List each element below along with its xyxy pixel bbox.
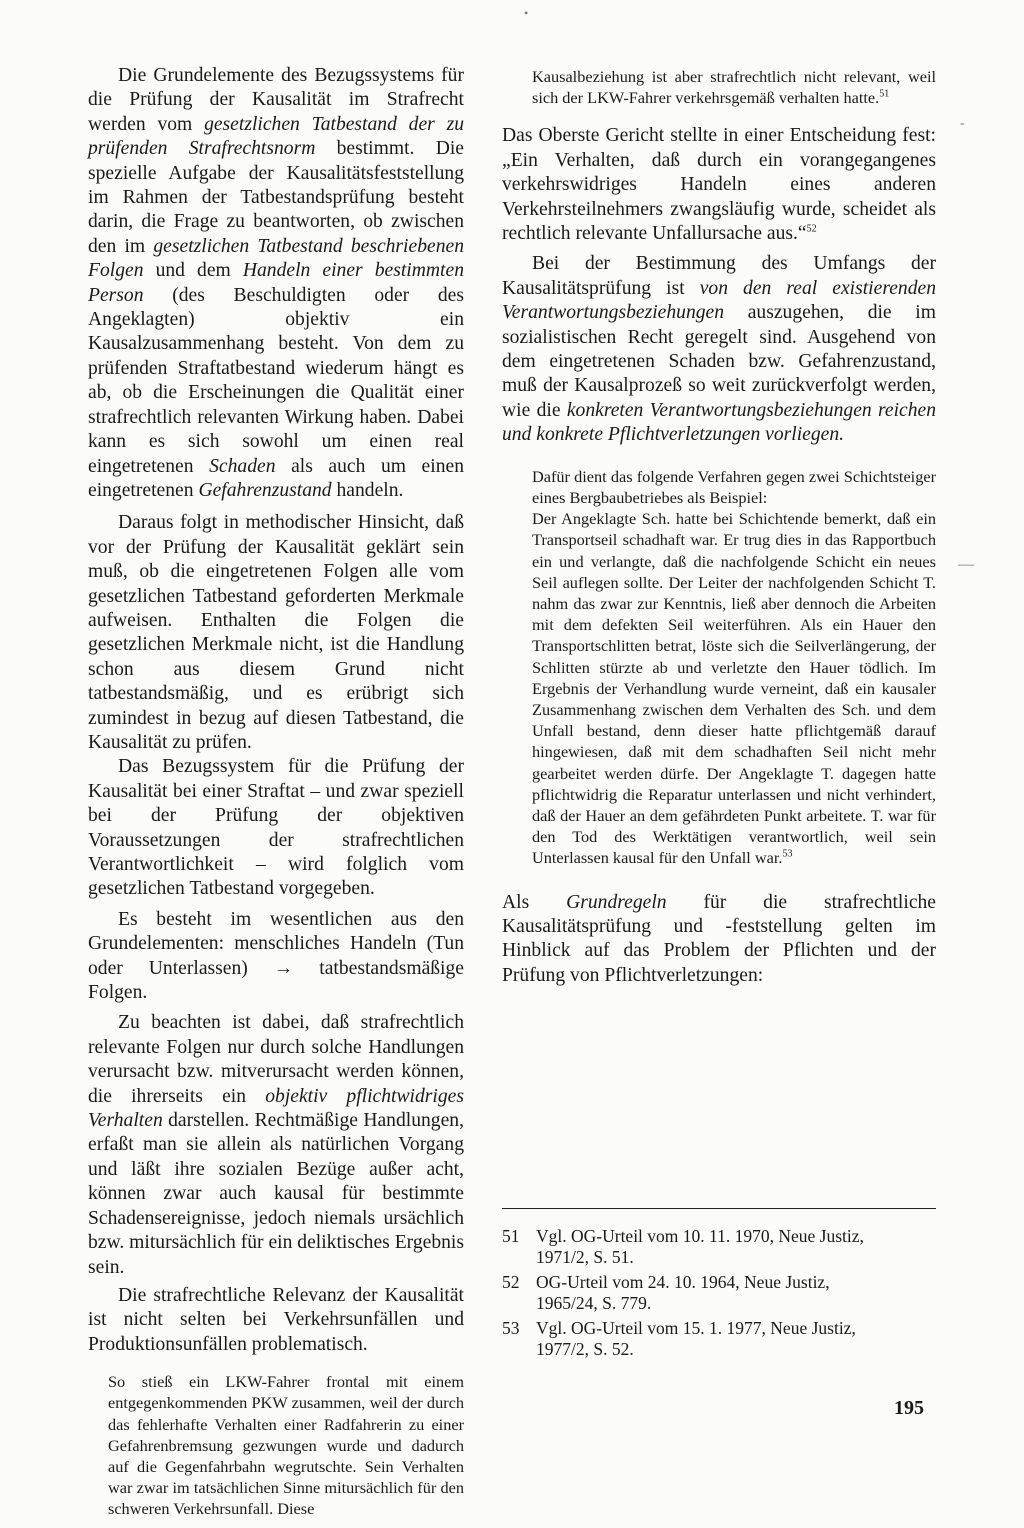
paragraph: Als Grundregeln für die strafrechtliche Kausalitätsprüfung und -feststellung gelten im Hinblick auf das Problem der Pflichten und der Prüfung von Pflichtverletzungen:	[502, 891, 937, 986]
scan-mark-top: •	[524, 6, 529, 20]
footnote-ref: 51	[879, 88, 890, 100]
footnote-ref: 53	[782, 848, 793, 860]
paragraph: Zu beachten ist dabei, daß strafrechtlich relevante Folgen nur durch solche Handlungen verursacht bzw. mitverursacht werden können, die ihrerseits ein objektiv pflichtwidriges Verhalten darstellen. Rechtmäßige Handlungen, erfaßt man sie allein als natürlichen Vorgang und läßt ihre sozialen Bezüge außer acht, können zwar auch kausal für bestimmte Schadensereignisse, jedoch niemals ursächlich bzw. mitursächlich für ein deliktisches Ergebnis sein.	[88, 1012, 464, 1278]
example-block-continued: Kausalbeziehung ist aber strafrechtlich nicht relevant, weil sich der LKW-Fahrer verkehrsgemäß verhalten hatte.$^{51}$	[532, 67, 936, 108]
example-block: So stieß ein LKW-Fahrer frontal mit einem entgegenkommenden PKW zusammen, weil der durch das fehlerhafte Verhalten einer Radfahrerin zu einer Gefahrenbremsung gezwungen wurde und dadurch auf die Gegenfahrbahn wegrutschte. Sein Verhalten war zwar im tatsächlichen Sinne mitursächlich für den schweren Verkehrsunfall. Diese	[108, 1372, 464, 1519]
paragraph: Das Oberste Gericht stellte in einer Entscheidung fest: „Ein Verhalten, daß durch ein vorangegangenes verkehrswidriges Handeln eines anderen Verkehrsteilnehmers zwangsläufig wurde, scheidet als rechtlich relevante Unfallursache aus.“$^{52}$	[502, 125, 936, 245]
footnote: 53 Vgl. OG-Urteil vom 15. 1. 1977, Neue Justiz, 1977/2, S. 52.	[502, 1318, 856, 1360]
left-column	[88, 0, 464, 1520]
paragraph: Daraus folgt in methodischer Hinsicht, daß vor der Prüfung der Kausalität geklärt sein muß, ob die eingetretenen Folgen alle vom gesetzlichen Tatbestand geforderten Merkmale aufweisen. Enthalten die Folgen die gesetzlichen Merkmale nicht, ist die Handlung schon aus diesem Grund nicht tatbestandsmäßig, und es erübrigt sich zumindest in bezug auf diesen Tatbestand, die Kausalität zu prüfen.	[88, 512, 464, 753]
paragraph: Die strafrechtliche Relevanz der Kausalität ist nicht selten bei Verkehrsunfällen und Produktionsunfällen problematisch.	[88, 1284, 464, 1355]
paragraph: Die Grundelemente des Bezugssystems für die Prüfung der Kausalität im Strafrecht werden vom gesetzlichen Tatbestand der zu prüfenden Strafrechtsnorm bestimmt. Die spezielle Aufgabe der Kausalitätsfeststellung im Rahmen der Tatbestandsprüfung besteht darin, die Frage zu beantworten, ob zwischen den im gesetzlichen Tatbestand beschriebenen Folgen und dem Handeln einer bestimmten Person (des Beschuldigten oder des Angeklagten) objektiv ein Kausalzusammenhang besteht. Von dem zu prüfenden Straftatbestand wiederum hängt es ab, ob die Erscheinungen die Qualität einer strafrechtlich relevanten Wirkung haben. Dabei kann es sich sowohl um einen real eingetretenen Schaden als auch um einen eingetretenen Gefahrenzustand handeln.	[88, 65, 464, 501]
scan-mark-right: -	[960, 116, 965, 131]
footnote-divider	[502, 1208, 936, 1209]
right-column	[502, 0, 936, 988]
footnote-ref: 52	[806, 223, 817, 235]
paragraph: Das Bezugssystem für die Prüfung der Kausalität bei einer Straftat – und zwar speziell bei der Prüfung der objektiven Voraussetzungen der strafrechtlichen Verantwortlichkeit – wird folglich vom gesetzlichen Tatbestand vorgegeben.	[88, 756, 464, 900]
footnote: 52 OG-Urteil vom 24. 10. 1964, Neue Justiz, 1965/24, S. 779.	[502, 1272, 830, 1314]
paragraph: Bei der Bestimmung des Umfangs der Kausalitätsprüfung ist von den real existierenden Verantwortungsbeziehungen auszugehen, die im sozialistischen Recht geregelt sind. Ausgehend von dem eingetretenen Schaden bzw. Gefahrenzustand, muß der Kausalprozeß so weit zurückverfolgt werden, wie die konkreten Verantwortungsbeziehungen reichen und konkrete Pflichtverletzungen vorliegen.	[502, 253, 937, 446]
paragraph: Es besteht im wesentlichen aus den Grundelementen: menschliches Handeln (Tun oder Unterlassen) → tatbestandsmäßige Folgen.	[88, 908, 464, 1004]
example-block: Der Angeklagte Sch. hatte bei Schichtende bemerkt, daß ein Transportseil schadhaft war. Er trug dies in das Rapportbuch ein und verlangte, daß die nachfolgende Schicht ein neues Seil auflegen sollte. Der Leiter der nachfolgenden Schicht T. nahm das zwar zur Kenntnis, ließ aber dennoch die Arbeiten mit dem defekten Seil weiterführen. Als ein Hauer den Transportschlitten betrat, löste sich die Seilverlängerung, der Schlitten stürzte ab und verletzte den Hauer tödlich. Im Ergebnis der Verhandlung wurde verneint, daß ein kausaler Zusammenhang zwischen dem Verhalten des Sch. und dem Unfall bestand, denn dieser hatte pflichtgemäß darauf hingewiesen, daß mit dem schadhaften Seil nicht mehr gearbeitet werden dürfe. Der Angeklagte T. dagegen hatte pflichtwidrig die Reparatur unterlassen und nicht verhindert, daß der Hauer an dem gefährdeten Punkt arbeitete. T. war für den Tod des Werktätigen verantwortlich, weil sein Unterlassen kausal für den Unfall war.$^{53}$	[532, 509, 936, 868]
page-number: 195	[894, 1397, 924, 1419]
scan-mark-right-2: —	[958, 556, 974, 573]
example-block: Dafür dient das folgende Verfahren gegen zwei Schichtsteiger eines Bergbaubetriebes als Beispiel:	[532, 466, 936, 507]
footnote: 51 Vgl. OG-Urteil vom 10. 11. 1970, Neue Justiz, 1971/2, S. 51.	[502, 1226, 864, 1268]
